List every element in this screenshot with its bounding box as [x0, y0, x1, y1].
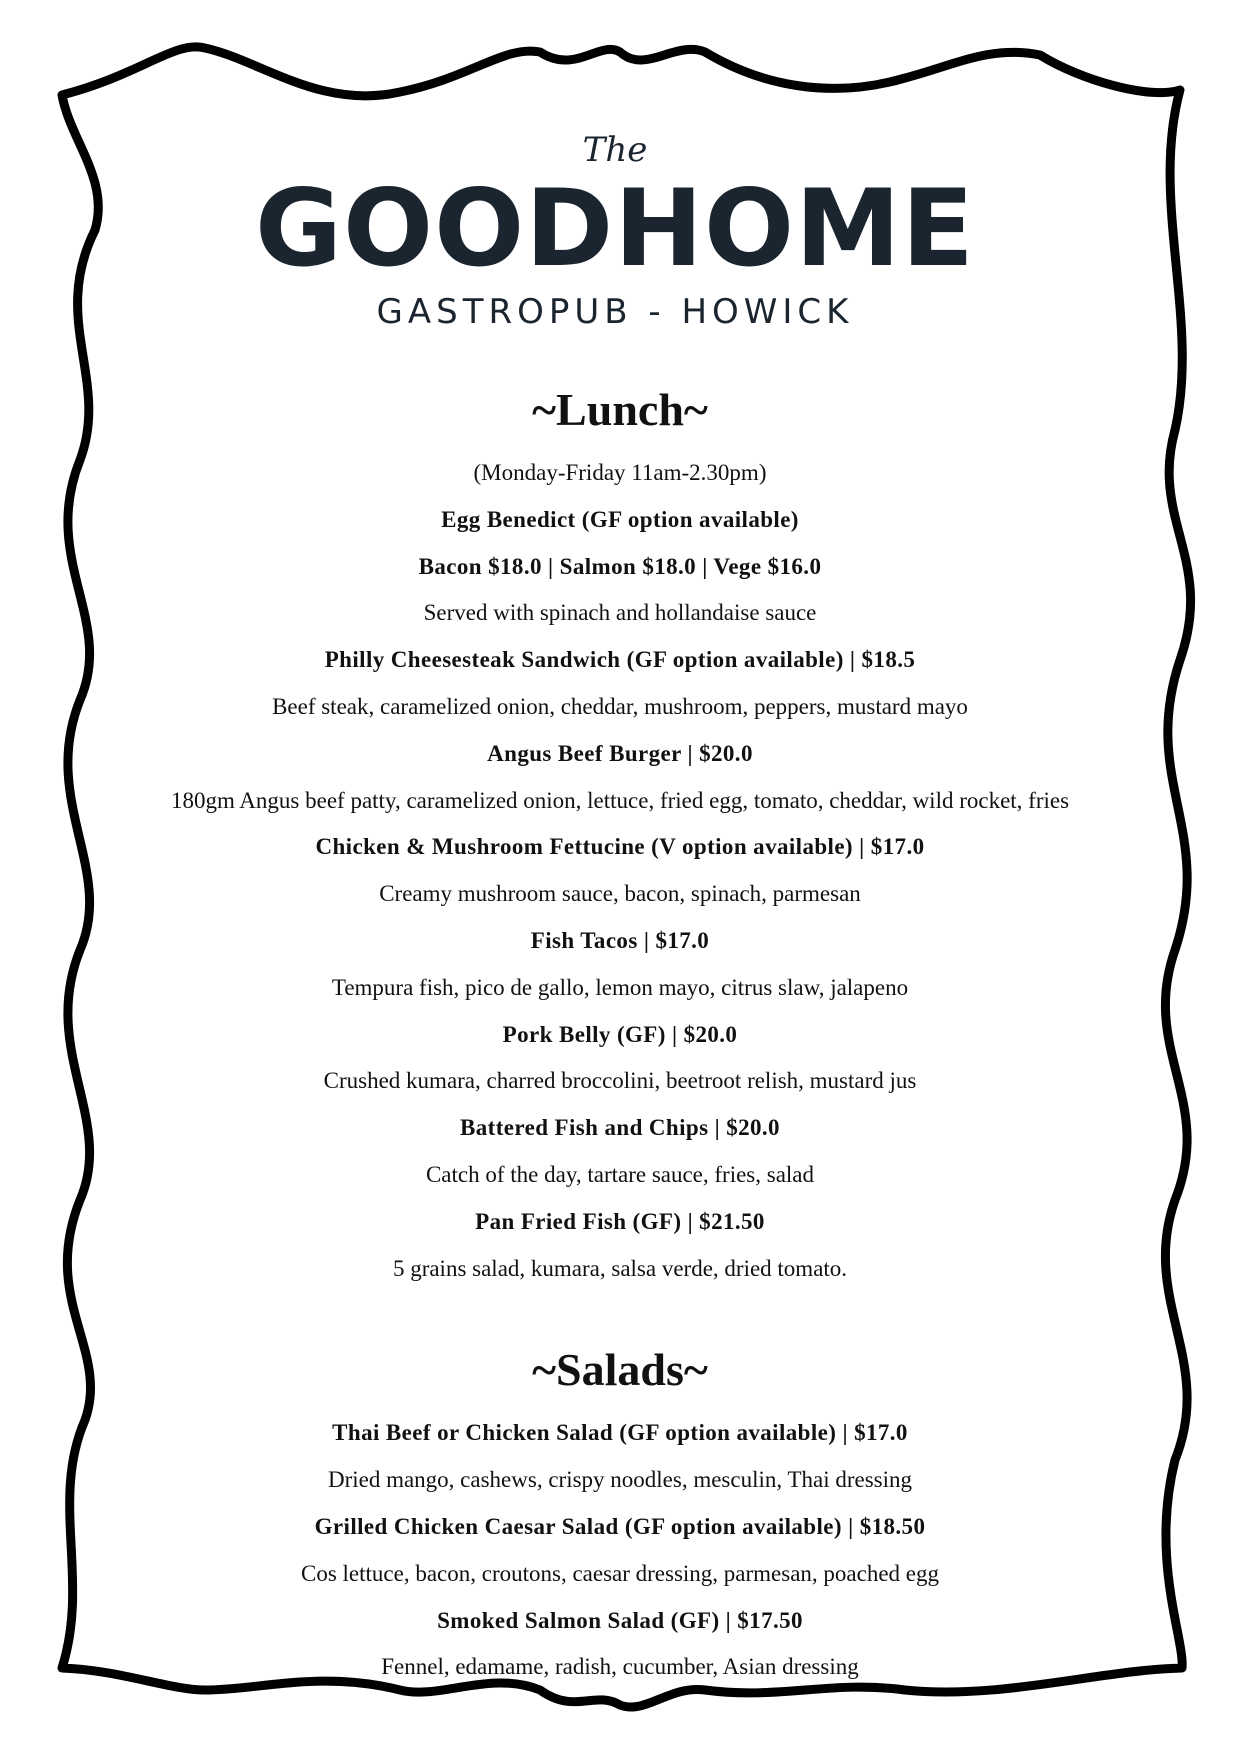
- menu-item-title: Egg Benedict (GF option available): [441, 506, 799, 532]
- menu-content: [120, 380, 1120, 1691]
- salads-section-title: ~Salads~: [532, 1344, 708, 1396]
- logo-name: GOODHOME: [255, 167, 975, 290]
- menu-item-title: Pan Fried Fish (GF) | $21.50: [475, 1208, 765, 1234]
- menu-item-description: Fennel, edamame, radish, cucumber, Asian dressing: [381, 1654, 859, 1680]
- menu-item-title: Thai Beef or Chicken Salad (GF option available) | $17.0: [332, 1420, 908, 1446]
- menu-item-title: Pork Belly (GF) | $20.0: [502, 1021, 738, 1047]
- menu-item-title: Angus Beef Burger | $20.0: [487, 740, 753, 766]
- menu-item-description: Cos lettuce, bacon, croutons, caesar dressing, parmesan, poached egg: [300, 1560, 940, 1586]
- logo-main-row: [250, 167, 980, 290]
- menu-item-title: Chicken & Mushroom Fettucine (V option available) | $17.0: [315, 834, 925, 860]
- menu-item-title: Smoked Salmon Salad (GF) | $17.50: [437, 1607, 803, 1633]
- logo-subtitle: GASTROPUB - HOWICK: [376, 292, 854, 332]
- lunch-menu-list: [120, 497, 1120, 1293]
- menu-item-title: Bacon $18.0 | Salmon $18.0 | Vege $16.0: [418, 553, 822, 579]
- menu-item-description: Served with spinach and hollandaise sauce: [423, 600, 817, 626]
- menu-item-description: Crushed kumara, charred broccolini, beetroot relish, mustard jus: [323, 1068, 917, 1094]
- menu-item-title: Philly Cheesesteak Sandwich (GF option available) | $18.5: [324, 647, 916, 673]
- menu-item-description: Creamy mushroom sauce, bacon, spinach, parmesan: [379, 881, 861, 907]
- menu-item-title: Battered Fish and Chips | $20.0: [460, 1115, 780, 1141]
- menu-item-description: Tempura fish, pico de gallo, lemon mayo, citrus slaw, jalapeno: [331, 974, 909, 1000]
- menu-item-title: Grilled Chicken Caesar Salad (GF option available) | $18.50: [314, 1513, 926, 1539]
- lunch-hours: (Monday-Friday 11am-2.30pm): [473, 460, 767, 485]
- logo-the-text: The: [582, 130, 648, 170]
- menu-item-description: 180gm Angus beef patty, caramelized onion, lettuce, fried egg, tomato, cheddar, wild rocket, fries: [170, 787, 1070, 813]
- menu-item-title: Fish Tacos | $17.0: [530, 927, 710, 953]
- menu-item-description: Dried mango, cashews, crispy noodles, mesculin, Thai dressing: [327, 1467, 913, 1493]
- restaurant-logo: [250, 130, 980, 370]
- menu-item-description: 5 grains salad, kumara, salsa verde, dried tomato.: [392, 1255, 848, 1281]
- salads-menu-list: [120, 1410, 1120, 1691]
- menu-item-description: Catch of the day, tartare sauce, fries, salad: [425, 1161, 815, 1187]
- lunch-section-title: ~Lunch~: [532, 384, 708, 435]
- menu-item-description: Beef steak, caramelized onion, cheddar, mushroom, peppers, mustard mayo: [272, 693, 968, 719]
